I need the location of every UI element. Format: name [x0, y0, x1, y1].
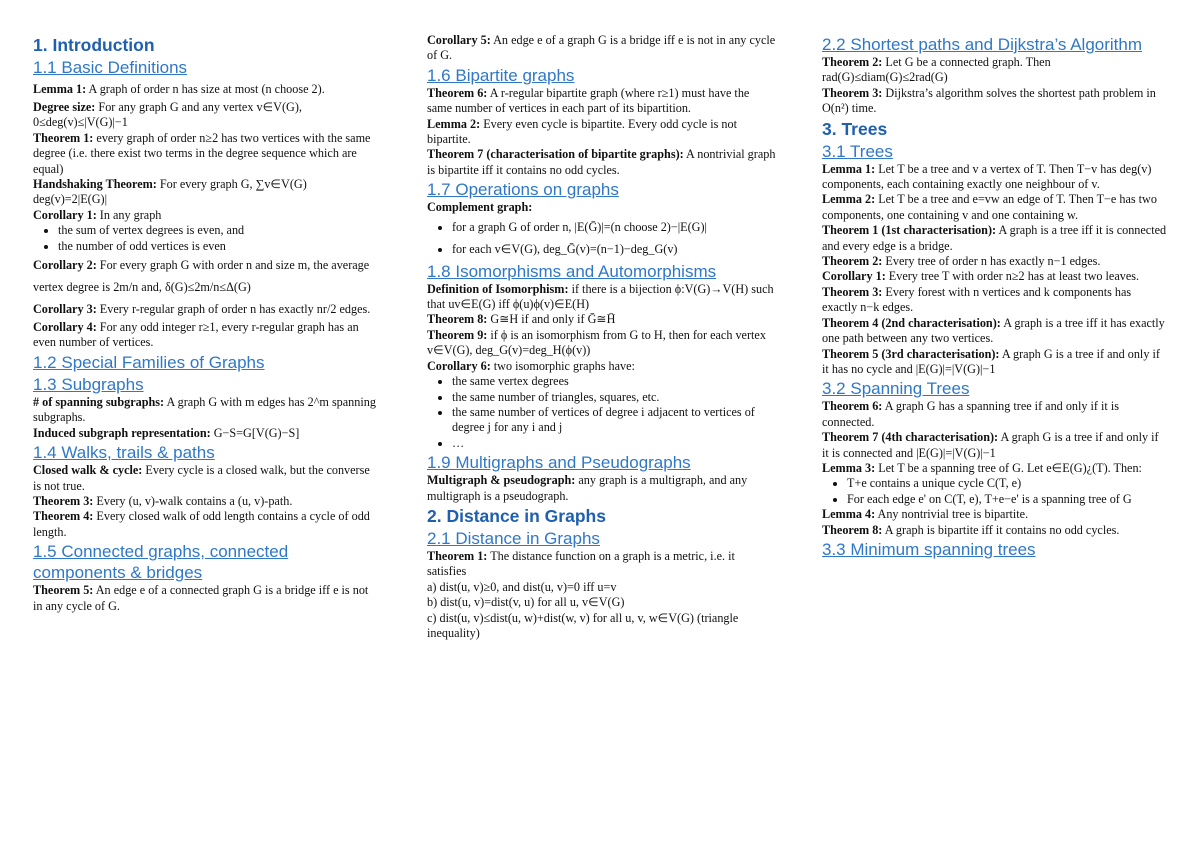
statement-paragraph: [822, 55, 1167, 86]
statement-text: For every graph G, ∑v∈V(G) deg(v)=2|E(G)|: [33, 177, 307, 207]
statement-text: A graph G has a spanning tree if and only if it is connected.: [822, 399, 1119, 429]
statement-text: Let T be a tree and v a vertex of T. Then T−v has deg(v) components, each containing exactly one neighbour of v.: [822, 161, 1152, 192]
list-item: • for a graph G of order n, |E(Ḡ)|=(n choose 2)−|E(G)|: [452, 216, 777, 238]
statement-text: Let G be a connected graph. Then rad(G)≤diam(G)≤2rad(G): [822, 55, 1051, 85]
statement-text: Let T be a tree and e=vw an edge of T. Then T−e has two components, one containing v and one containing w.: [822, 192, 1157, 222]
statement-paragraph: [427, 359, 777, 374]
statement-label: Theorem 8:: [822, 522, 883, 537]
statement-label: Theorem 2:: [822, 55, 883, 69]
statement-text: if ϕ is an isomorphism from G to H, then for each vertex v∈V(G), deg_G(v)=deg_H(ϕ(v)): [427, 327, 766, 358]
subsection-heading-1-5-connected-graphs-connected-component: 1.5 Connected graphs, connected components & bridges: [33, 542, 289, 583]
statement-paragraph: [427, 147, 777, 178]
statement-paragraph: [427, 611, 777, 642]
statement-text: a) dist(u, v)≥0, and dist(u, v)=0 iff u=v: [427, 579, 617, 594]
statement-label: Corollary 3:: [33, 302, 97, 317]
statement-paragraph: [427, 549, 777, 580]
statement-paragraph: [822, 162, 1167, 193]
statement-label: Complement graph:: [427, 200, 533, 215]
bullet-list: [822, 476, 1167, 507]
statement-text: A graph is bipartite iff it contains no odd cycles.: [882, 522, 1120, 537]
statement-paragraph: [33, 78, 378, 100]
statement-text: Every forest with n vertices and k components has exactly n−k edges.: [822, 284, 1132, 315]
statement-text: In any graph: [96, 207, 162, 222]
list-item: • the same vertex degrees: [452, 374, 777, 389]
statement-paragraph: [822, 347, 1167, 378]
statement-paragraph: [33, 463, 378, 494]
subsection-heading-3-2-spanning-trees: 3.2 Spanning Trees: [822, 379, 970, 399]
statement-text: A graph is a tree iff it has exactly one path between any two vertices.: [822, 315, 1165, 346]
statement-text: The distance function on a graph is a metric, i.e. it satisfies: [427, 548, 735, 579]
statement-paragraph: [822, 223, 1167, 254]
statement-label: Theorem 9:: [427, 327, 488, 342]
statement-paragraph: [33, 509, 378, 540]
statement-label: Theorem 7 (characterisation of bipartite graphs):: [427, 147, 684, 162]
statement-text: Any nontrivial tree is bipartite.: [875, 507, 1029, 522]
statement-text: Every closed walk of odd length contains a cycle of odd length.: [33, 509, 370, 539]
statement-label: Corollary 5:: [427, 33, 491, 47]
statement-text: two isomorphic graphs have:: [490, 358, 635, 373]
statement-paragraph: [822, 86, 1167, 117]
list-item: • the same number of triangles, squares, etc.: [452, 390, 777, 405]
statement-label: Theorem 5 (3rd characterisation):: [822, 346, 1000, 361]
subsection-heading-2-2-shortest-paths-and-dijkstra-s-algori: 2.2 Shortest paths and Dijkstra’s Algorithm: [822, 35, 1143, 54]
statement-label: Theorem 4 (2nd characterisation):: [822, 315, 1001, 330]
statement-label: Lemma 4:: [822, 507, 876, 522]
statement-text: G−S=G[V(G)−S]: [210, 425, 300, 440]
subsection-heading-1-8-isomorphisms-and-automorphisms: 1.8 Isomorphisms and Automorphisms: [427, 261, 717, 281]
statement-paragraph: [822, 285, 1167, 316]
statement-paragraph: [822, 269, 1167, 284]
statement-paragraph: [427, 86, 777, 117]
statement-paragraph: [33, 583, 378, 614]
statement-label: Corollary 4:: [33, 320, 97, 335]
statement-paragraph: [427, 33, 777, 64]
list-item: • the same number of vertices of degree i adjacent to vertices of degree j for any i and j: [452, 405, 777, 436]
statement-label: Lemma 1:: [822, 161, 876, 176]
statement-label: Theorem 4:: [33, 509, 94, 524]
statement-paragraph: [822, 507, 1167, 522]
statement-label: Lemma 2:: [822, 192, 876, 207]
statement-paragraph: [822, 461, 1167, 476]
statement-text: For every graph G with order n and size m, the average vertex degree is 2m/n and, δ(G)≤2m/n≤Δ(G): [33, 258, 370, 295]
statement-paragraph: [33, 177, 378, 208]
statement-label: Lemma 3:: [822, 460, 876, 475]
statement-text: For any odd integer r≥1, every r-regular graph has an even number of vertices.: [33, 320, 359, 350]
statement-label: Theorem 3:: [33, 493, 94, 508]
statement-text: Every (u, v)-walk contains a (u, v)-path.: [93, 493, 293, 508]
statement-text: Every r-regular graph of order n has exactly nr/2 edges.: [96, 302, 371, 317]
statement-paragraph: [822, 523, 1167, 538]
statement-paragraph: [33, 426, 378, 441]
statement-text: An edge e of a connected graph G is a bridge iff e is not in any cycle of G.: [33, 583, 369, 613]
column-1: [33, 33, 378, 614]
statement-paragraph: [33, 131, 378, 177]
statement-text: if there is a bijection ϕ:V(G)→V(H) such that uv∈E(G) iff ϕ(u)ϕ(v)∈E(H): [427, 281, 774, 312]
statement-label: Handshaking Theorem:: [33, 177, 157, 192]
statement-text: Every cycle is a closed walk, but the converse is not true.: [33, 463, 370, 493]
statement-text: b) dist(u, v)=dist(v, u) for all u, v∈V(G): [427, 595, 625, 610]
statement-label: Theorem 1 (1st characterisation):: [822, 223, 997, 238]
statement-text: A graph G with m edges has 2^m spanning subgraphs.: [33, 394, 376, 425]
subsection-heading-1-2-special-families-of-graphs: 1.2 Special Families of Graphs: [33, 352, 265, 372]
statement-label: Corollary 1:: [33, 207, 97, 222]
statement-text: A graph is a tree iff it is connected and every edge is a bridge.: [822, 223, 1167, 253]
statement-label: Theorem 2:: [822, 254, 883, 269]
subsection-heading-2-1-distance-in-graphs: 2.1 Distance in Graphs: [427, 528, 600, 548]
statement-label: Definition of Isomorphism:: [427, 281, 569, 296]
statement-text: A r-regular bipartite graph (where r≥1) must have the same number of vertices in each part of its bipartition.: [427, 85, 750, 116]
statement-label: Theorem 6:: [822, 399, 883, 414]
list-item: • for each v∈V(G), deg_Ḡ(v)=(n−1)−deg_G(v): [452, 238, 777, 260]
statement-paragraph: [427, 200, 777, 215]
statement-text: every graph of order n≥2 has two vertices with the same degree (i.e. there exist two terms in the degree sequence which are equal): [33, 130, 371, 176]
statement-label: Corollary 6:: [427, 358, 491, 373]
subsection-heading-1-1-basic-definitions: 1.1 Basic Definitions: [33, 58, 188, 77]
statement-label: Lemma 1:: [33, 82, 87, 96]
statement-text: A graph of order n has size at most (n choose 2).: [86, 82, 325, 96]
statement-label: Degree size:: [33, 100, 96, 114]
statement-paragraph: [427, 328, 777, 359]
section-heading-3-trees: 3. Trees: [822, 118, 888, 139]
statement-paragraph: [822, 254, 1167, 269]
statement-text: A graph G is a tree if and only if it is connected and |E(G)|=|V(G)|−1: [822, 430, 1159, 460]
statement-text: Every tree T with order n≥2 has at least two leaves.: [885, 269, 1140, 284]
statement-label: Induced subgraph representation:: [33, 425, 211, 440]
statement-text: An edge e of a graph G is a bridge iff e is not in any cycle of G.: [427, 33, 776, 63]
statement-label: Theorem 7 (4th characterisation):: [822, 430, 999, 445]
statement-paragraph: [427, 595, 777, 610]
statement-label: Theorem 1:: [427, 548, 488, 563]
list-item: • T+e contains a unique cycle C(T, e): [847, 476, 1167, 491]
statement-paragraph: [822, 316, 1167, 347]
subsection-heading-3-1-trees: 3.1 Trees: [822, 141, 893, 161]
subsection-heading-3-3-minimum-spanning-trees: 3.3 Minimum spanning trees: [822, 539, 1036, 559]
statement-paragraph: [427, 473, 777, 504]
statement-text: A graph G is a tree if and only if it has no cycle and |E(G)|=|V(G)|−1: [822, 346, 1160, 376]
statement-paragraph: [822, 430, 1167, 461]
statement-label: Corollary 2:: [33, 258, 97, 273]
subsection-heading-1-7-operations-on-graphs: 1.7 Operations on graphs: [427, 180, 619, 200]
statement-text: For any graph G and any vertex v∈V(G), 0≤deg(v)≤|V(G)|−1: [33, 100, 302, 130]
statement-label: Theorem 8:: [427, 312, 488, 327]
column-2: [427, 33, 777, 641]
statement-label: Corollary 1:: [822, 269, 886, 284]
statement-label: Lemma 2:: [427, 116, 481, 131]
statement-paragraph: [427, 282, 777, 313]
statement-label: Multigraph & pseudograph:: [427, 473, 576, 488]
subsection-heading-1-3-subgraphs: 1.3 Subgraphs: [33, 374, 144, 394]
statement-label: Closed walk & cycle:: [33, 463, 143, 478]
bullet-list: [33, 223, 378, 254]
bullet-list: [427, 216, 777, 260]
statement-paragraph: [33, 320, 378, 351]
statement-paragraph: [822, 399, 1167, 430]
statement-text: Dijkstra’s algorithm solves the shortest path problem in O(n²) time.: [822, 85, 1156, 116]
statement-paragraph: [33, 100, 378, 131]
statement-paragraph: [33, 494, 378, 509]
statement-label: Theorem 3:: [822, 284, 883, 299]
list-item: • …: [452, 436, 777, 451]
statement-label: Theorem 1:: [33, 130, 94, 145]
statement-text: A nontrivial graph is bipartite iff it contains no odd cycles.: [427, 147, 776, 177]
statement-paragraph: [33, 395, 378, 426]
statement-text: any graph is a multigraph, and any multigraph is a pseudograph.: [427, 473, 748, 503]
column-3: [822, 33, 1167, 560]
statement-paragraph: [427, 580, 777, 595]
statement-paragraph: [33, 254, 378, 298]
statement-text: c) dist(u, v)≤dist(u, w)+dist(w, v) for all u, v, w∈V(G) (triangle inequality): [427, 610, 739, 640]
statement-label: Theorem 5:: [33, 583, 94, 598]
statement-paragraph: [427, 117, 777, 148]
list-item: • the number of odd vertices is even: [58, 239, 378, 254]
subsection-heading-1-4-walks-trails-paths: 1.4 Walks, trails & paths: [33, 443, 215, 463]
section-heading-2-distance-in-graphs: 2. Distance in Graphs: [427, 505, 606, 526]
statement-label: Theorem 6:: [427, 85, 488, 100]
statement-paragraph: [33, 208, 378, 223]
statement-text: Let T be a spanning tree of G. Let e∈E(G)¿(T). Then:: [875, 460, 1142, 475]
statement-text: Every even cycle is bipartite. Every odd cycle is not bipartite.: [427, 116, 738, 147]
bullet-list: [427, 374, 777, 451]
statement-text: Every tree of order n has exactly n−1 edges.: [882, 254, 1101, 269]
subsection-heading-1-6-bipartite-graphs: 1.6 Bipartite graphs: [427, 65, 575, 85]
section-heading-1-introduction: 1. Introduction: [33, 35, 155, 55]
list-item: • the sum of vertex degrees is even, and: [58, 223, 378, 238]
statement-text: G≅H if and only if Ḡ≅H̄: [487, 312, 616, 327]
subsection-heading-1-9-multigraphs-and-pseudographs: 1.9 Multigraphs and Pseudographs: [427, 453, 691, 473]
statement-label: # of spanning subgraphs:: [33, 394, 165, 409]
statement-paragraph: [822, 192, 1167, 223]
statement-paragraph: [427, 312, 777, 327]
statement-paragraph: [33, 298, 378, 320]
statement-label: Theorem 3:: [822, 85, 883, 100]
list-item: • For each edge e' on C(T, e), T+e−e' is a spanning tree of G: [847, 492, 1167, 507]
